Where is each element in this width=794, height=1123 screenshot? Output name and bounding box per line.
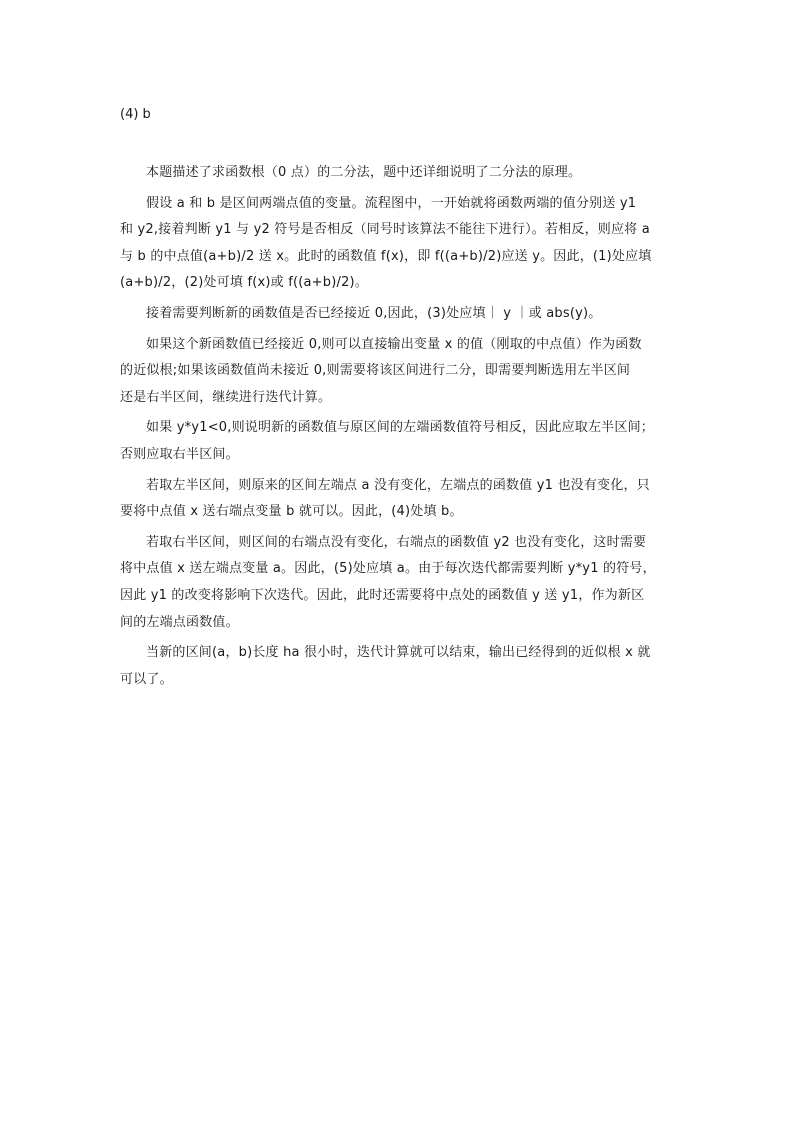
text-line: 本题描述了求函数根（0 点）的二分法，题中还详细说明了二分法的原理。 xyxy=(146,165,582,180)
text-line: 若取左半区间，则原来的区间左端点 a 没有变化，左端点的函数值 y1 也没有变化，只 xyxy=(146,477,650,493)
paragraph-intro xyxy=(120,160,668,187)
text-line: 的近似根;如果该函数值尚未接近 0,则需要将该区间进行二分，即需要判断选用左半区间 xyxy=(120,363,631,379)
paragraph-termination xyxy=(120,640,668,693)
paragraph-right-half xyxy=(120,530,668,636)
text-line: 还是右半区间，继续进行迭代计算。 xyxy=(120,389,332,405)
text-line: 和 y2,接着判断 y1 与 y2 符号是否相反（同号时该算法不能往下进行）。若相反，则应将 a xyxy=(120,222,650,238)
paragraph-convergence-check xyxy=(120,301,668,328)
explanation-body xyxy=(120,160,668,697)
text-line: 可以了。 xyxy=(120,671,173,687)
paragraph-bisection xyxy=(120,332,668,412)
text-line: 因此 y1 的改变将影响下次迭代。因此，此时还需要将中点处的函数值 y 送 y1，作为新区 xyxy=(120,587,645,603)
text-line: 如果这个新函数值已经接近 0,则可以直接输出变量 x 的值（刚取的中点值）作为函数 xyxy=(146,336,642,352)
text-line: 与 b 的中点值(a+b)/2 送 x。此时的函数值 f(x)，即 f((a+b)/2)应送 y。因此，(1)处应填 xyxy=(120,248,652,264)
text-line: (a+b)/2，(2)处可填 f(x)或 f((a+b)/2)。 xyxy=(120,275,369,291)
text-line: 接着需要判断新的函数值是否已经接近 0,因此，(3)处应填｜ y ｜或 abs(y)。 xyxy=(146,305,602,321)
text-line: 若取右半区间，则区间的右端点没有变化，右端点的函数值 y2 也没有变化，这时需要 xyxy=(146,534,647,550)
answer-option-4: (4) b xyxy=(120,107,151,122)
text-line: 如果 y*y1<0,则说明新的函数值与原区间的左端函数值符号相反，因此应取左半区间； xyxy=(146,420,654,436)
paragraph-left-half xyxy=(120,473,668,526)
paragraph-midpoint xyxy=(120,191,668,297)
text-line: 否则应取右半区间。 xyxy=(120,446,239,462)
paragraph-sign-test xyxy=(120,415,668,468)
text-line: 当新的区间(a，b)长度 ha 很小时，迭代计算就可以结束，输出已经得到的近似根 x 就 xyxy=(146,645,651,661)
text-line: 将中点值 x 送左端点变量 a。因此，(5)处应填 a。由于每次迭代都需要判断 y*y1 的符号， xyxy=(120,561,656,577)
text-line: 要将中点值 x 送右端点变量 b 就可以。因此，(4)处填 b。 xyxy=(120,504,463,520)
text-line: 间的左端点函数值。 xyxy=(120,614,239,630)
text-line: 假设 a 和 b 是区间两端点值的变量。流程图中，一开始就将函数两端的值分别送 y1 xyxy=(146,195,637,211)
